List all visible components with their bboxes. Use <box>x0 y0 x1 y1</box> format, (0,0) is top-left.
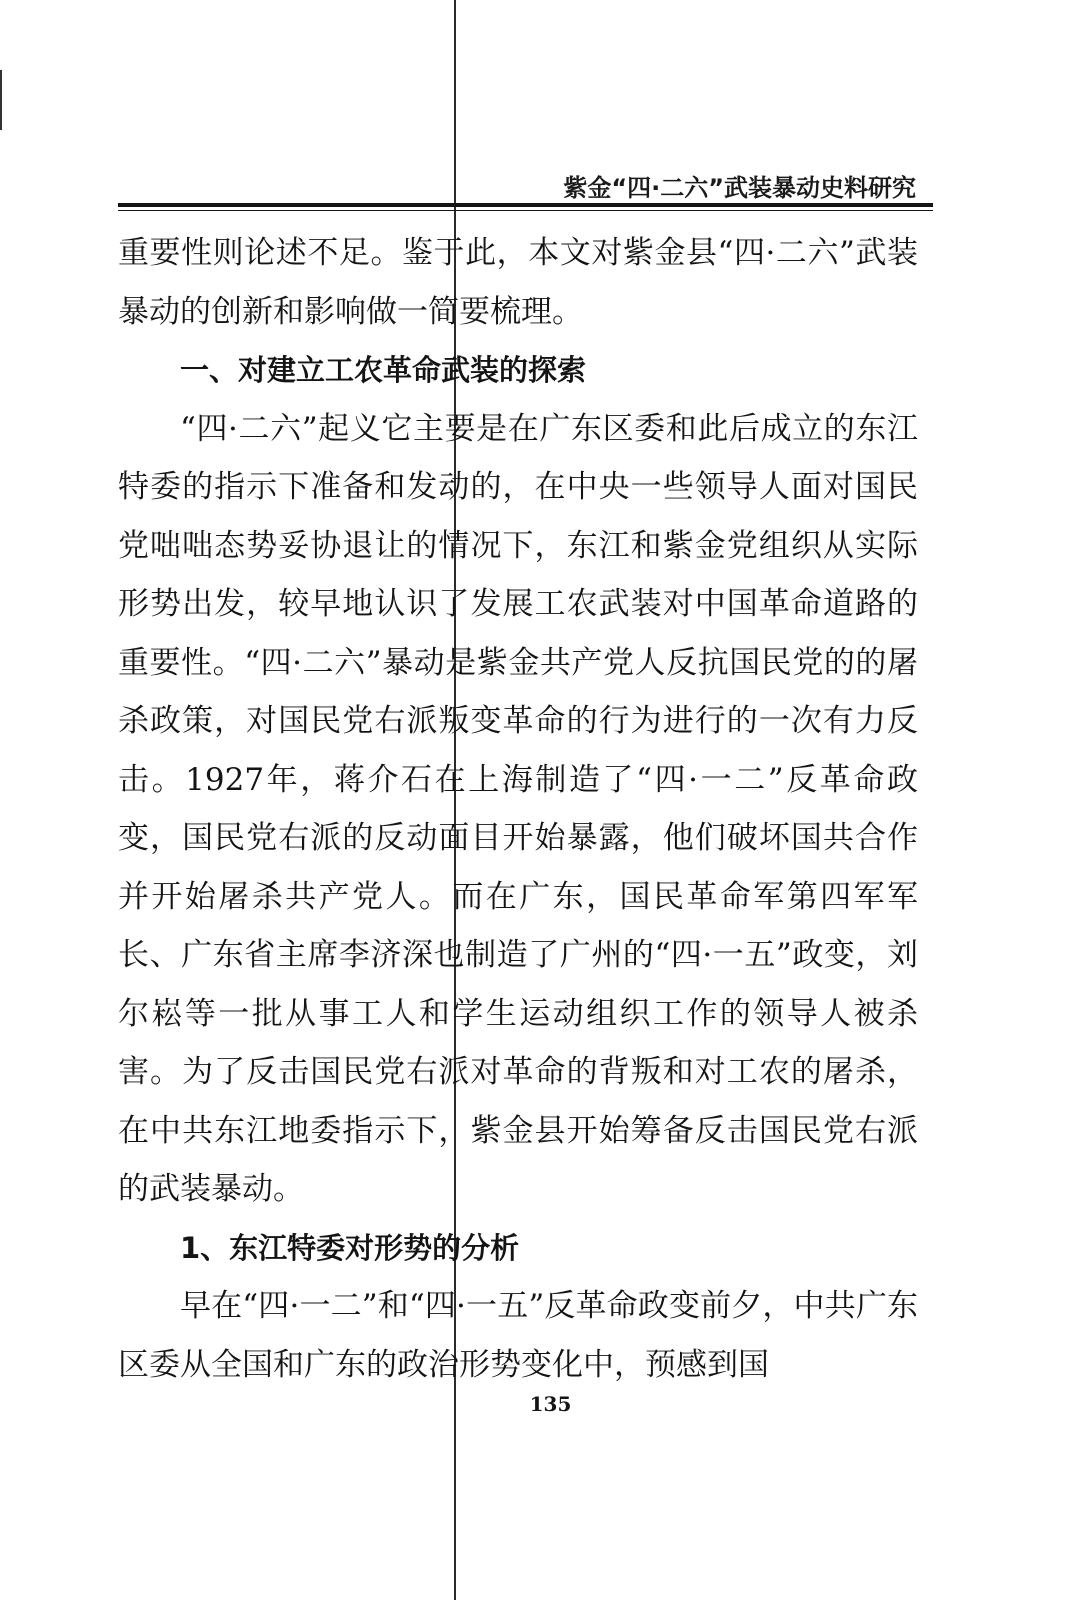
paragraph: 早在“四·一二”和“四·一五”反革命政变前夕，中共广东区委从全国和广东的政治形势变化中，预感到国 <box>118 1288 918 1383</box>
body-text <box>118 224 918 1394</box>
subsection-heading: 1、东江特委对形势的分析 <box>180 1230 520 1265</box>
header-rule-thick <box>118 203 933 207</box>
paragraph: “四·二六”起义它主要是在广东区委和此后成立的东江特委的指示下准备和发动的，在中央一些领导人面对国民党咄咄态势妥协退让的情况下，东江和紫金党组织从实际形势出发，较早地认识了发展工农武装对中国革命道路的重要性。“四·二六”暴动是紫金共产党人反抗国民党的的屠杀政策，对国民党右派叛变革命的行为进行的一次有力反击。1927年，蒋介石在上海制造了“四·一二”反革命政变，国民党右派的反动面目开始暴露，他们破坏国共合作并开始屠杀共产党人。而在广东，国民革命军第四军军长、广东省主席李济深也制造了广州的“四·一五”政变，刘尔崧等一批从事工人和学生运动组织工作的领导人被杀害。为了反击国民党右派对革命的背叛和对工农的屠杀，在中共东江地委指示下，紫金县开始筹备反击国民党右派的武装暴动。 <box>118 410 918 1207</box>
header-rule-thin <box>118 210 933 211</box>
page-edge-mark <box>0 70 2 130</box>
running-header-title: 紫金“四·二六”武装暴动史料研究 <box>563 174 916 202</box>
section-heading: 一、对建立工农革命武装的探索 <box>180 353 587 387</box>
page-number: 135 <box>529 1392 572 1416</box>
paragraph-continued: 重要性则论述不足。鉴于此，本文对紫金县“四·二六”武装暴动的创新和影响做一简要梳理。 <box>118 235 918 330</box>
